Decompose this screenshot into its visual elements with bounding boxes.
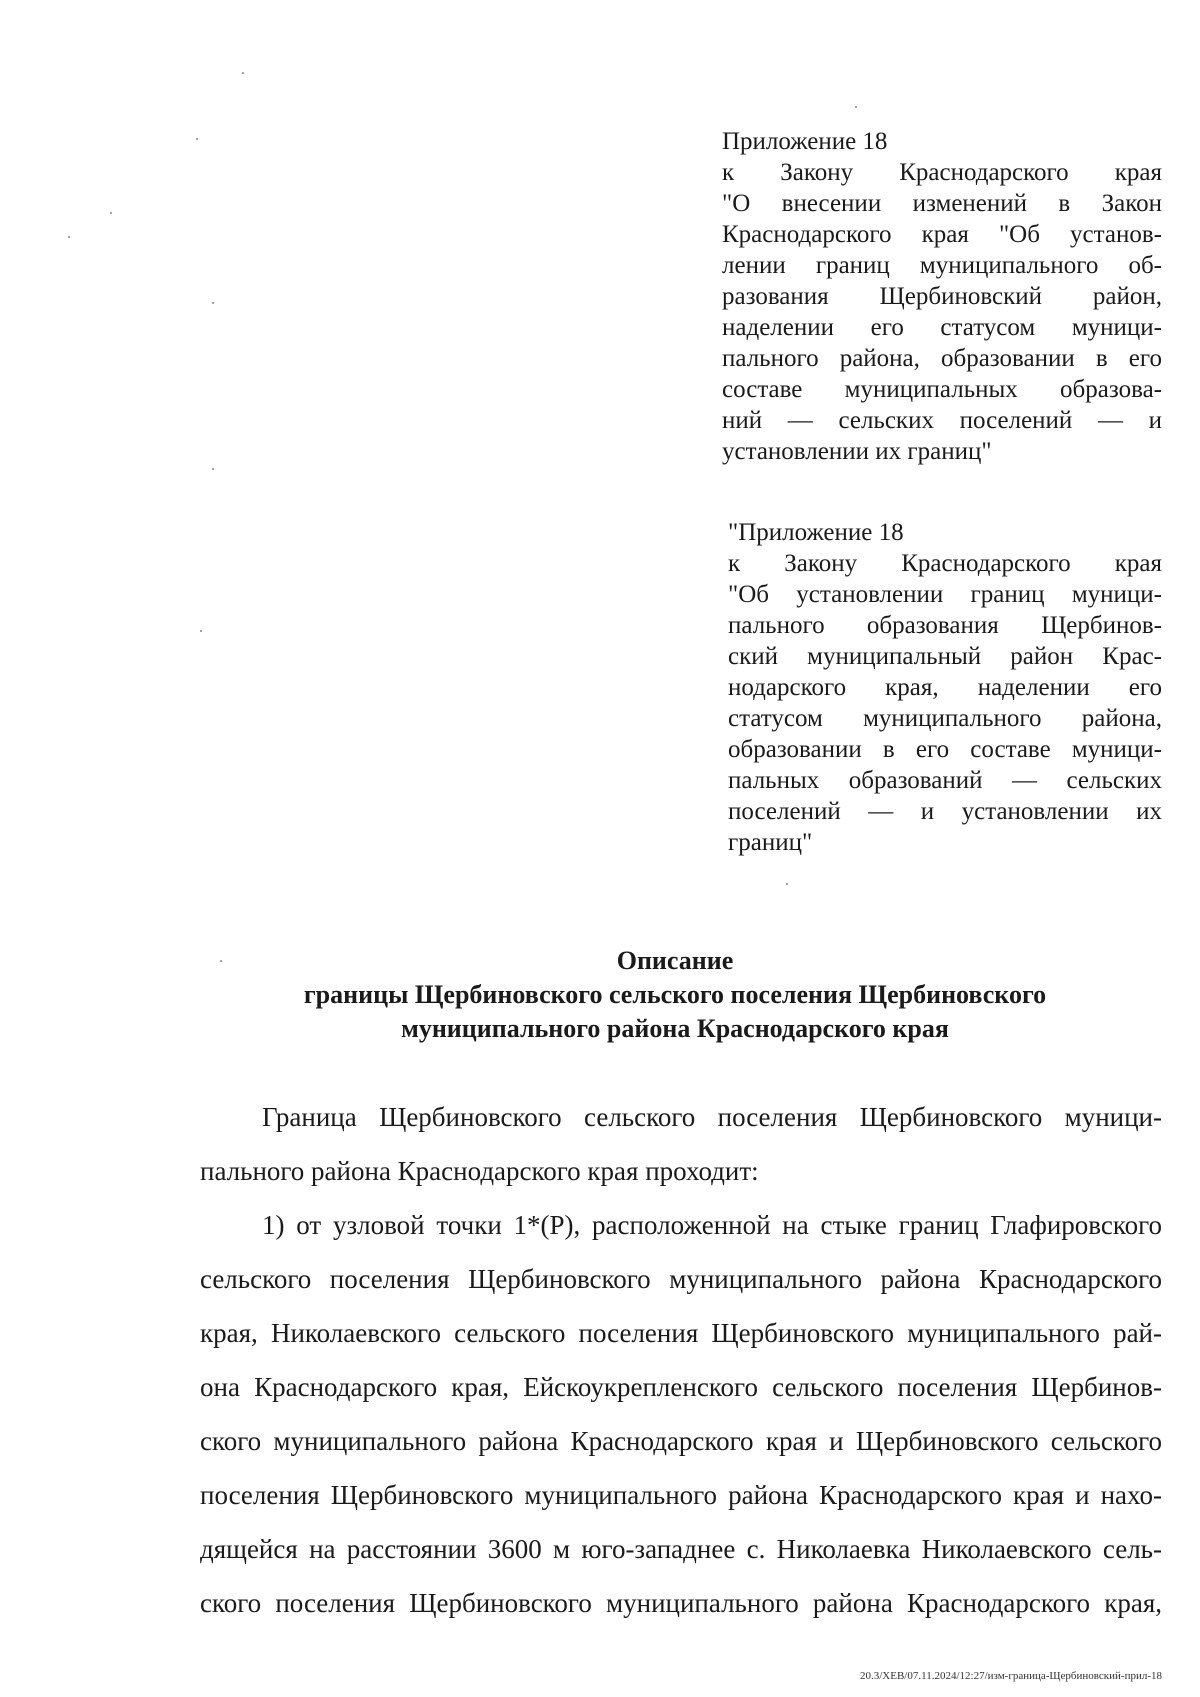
scan-speck [220, 960, 222, 962]
scan-speck [200, 630, 202, 632]
body-line: края, Николаевского сельского поселения Щербиновского муниципального рай- [200, 1318, 1162, 1348]
appendix-line: к Закону Краснодарского края [728, 550, 1162, 577]
appendix-line: границ" [728, 829, 813, 856]
appendix-line: "О внесении изменений в Закон [722, 190, 1162, 217]
appendix-line: ний — сельских поселений — и [722, 407, 1162, 434]
appendix-line: "Приложение 18 [728, 519, 904, 546]
appendix-line: к Закону Краснодарского края [722, 159, 1162, 186]
appendix-line: наделении его статусом муници- [722, 314, 1162, 341]
appendix-line: пальных образований — сельских [728, 767, 1162, 794]
title-line: Описание [616, 946, 734, 975]
scan-speck [212, 468, 214, 470]
appendix-header-amending-law [722, 126, 1162, 467]
appendix-line: Краснодарского края "Об установ- [722, 221, 1162, 248]
body-line: пального района Краснодарского края проходит: [200, 1156, 759, 1186]
scan-speck [855, 106, 857, 108]
body-line: ского поселения Щербиновского муниципального района Краснодарского края, [200, 1588, 1162, 1618]
appendix-header-new-wording [728, 517, 1162, 858]
appendix-line: ский муниципальный район Крас- [728, 643, 1162, 670]
appendix-line: составе муниципальных образова- [722, 376, 1162, 403]
body-line: 1) от узловой точки 1*(Р), расположенной на стыке границ Глафировского [262, 1210, 1162, 1240]
body-line: Граница Щербиновского сельского поселения Щербиновского муници- [262, 1102, 1162, 1132]
body-line: поселения Щербиновского муниципального района Краснодарского края и нахо- [200, 1480, 1162, 1510]
appendix-line: статусом муниципального района, [728, 705, 1162, 732]
document-footer-code: 20.3/ХЕВ/07.11.2024/12:27/изм-граница-Щербиновский-прил-18 [860, 1670, 1162, 1682]
body-line: сельского поселения Щербиновского муниципального района Краснодарского [200, 1264, 1162, 1294]
scan-speck [110, 212, 112, 214]
appendix-line: пального образования Щербинов- [728, 612, 1162, 639]
appendix-line: разования Щербиновский район, [722, 283, 1162, 310]
body-line: ского муниципального района Краснодарского края и Щербиновского сельского [200, 1426, 1162, 1456]
appendix-line: нодарского края, наделении его [728, 674, 1162, 701]
body-line: она Краснодарского края, Ейскоукрепленского сельского поселения Щербинов- [200, 1372, 1162, 1402]
appendix-line: лении границ муниципального об- [722, 252, 1162, 279]
title-line: муниципального района Краснодарского края [401, 1014, 949, 1043]
appendix-line: поселений — и установлении их [728, 798, 1162, 825]
body-line: дящейся на расстоянии 3600 м юго-западнее с. Николаевка Николаевского сель- [200, 1534, 1162, 1564]
appendix-line: образовании в его составе муници- [728, 736, 1162, 763]
appendix-line: "Об установлении границ муници- [728, 581, 1162, 608]
title-line: границы Щербиновского сельского поселения Щербиновского [303, 980, 1047, 1009]
appendix-line: установлении их границ" [722, 438, 992, 465]
appendix-line: пального района, образовании в его [722, 345, 1162, 372]
boundary-description-text [200, 1090, 1162, 1630]
scan-speck [196, 138, 198, 140]
scan-speck [212, 302, 214, 304]
document-title [200, 944, 1150, 1046]
scan-speck [68, 236, 70, 238]
appendix-line: Приложение 18 [722, 128, 888, 155]
scan-speck [786, 883, 788, 885]
scan-speck [242, 72, 244, 74]
